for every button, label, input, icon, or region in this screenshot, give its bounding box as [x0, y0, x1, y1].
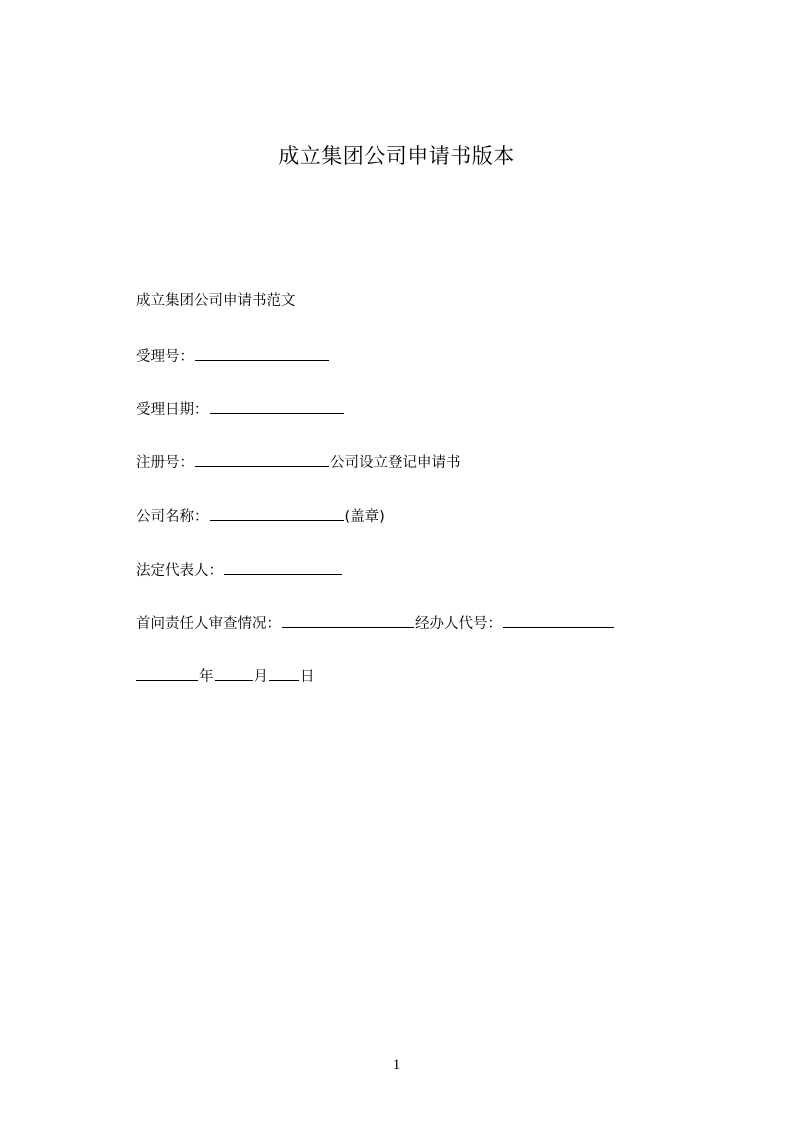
registration-form-title: 公司设立登记申请书: [330, 455, 461, 471]
company-name-label: 公司名称：: [136, 509, 209, 525]
acceptance-date-blank: [210, 398, 344, 414]
document-title: 成立集团公司申请书版本: [278, 144, 515, 168]
acceptance-number-label: 受理号：: [136, 349, 194, 365]
month-label: 月: [253, 669, 268, 685]
day-label: 日: [300, 669, 315, 685]
company-name-row: [136, 505, 385, 527]
month-blank: [215, 665, 253, 681]
page-number: 1: [392, 1057, 401, 1073]
date-row: [136, 665, 315, 687]
document-subtitle: 成立集团公司申请书范文: [136, 293, 296, 309]
year-label: 年: [199, 669, 214, 685]
first-reviewer-label: 首问责任人审查情况：: [136, 616, 281, 632]
acceptance-date-row: [136, 398, 345, 420]
reviewer-row: [136, 612, 615, 634]
company-name-blank: [210, 505, 344, 521]
first-reviewer-blank: [282, 612, 414, 628]
handler-code-blank: [503, 612, 614, 628]
legal-representative-label: 法定代表人：: [136, 563, 223, 579]
acceptance-number-blank: [195, 345, 329, 361]
registration-number-label: 注册号：: [136, 455, 194, 471]
registration-number-blank: [195, 451, 329, 467]
registration-number-row: [136, 451, 461, 473]
handler-code-label: 经办人代号：: [415, 616, 502, 632]
seal-note: (盖章): [344, 509, 385, 525]
year-blank: [136, 665, 198, 681]
acceptance-number-row: [136, 345, 330, 367]
acceptance-date-label: 受理日期：: [136, 402, 209, 418]
legal-representative-row: [136, 559, 343, 581]
legal-representative-blank: [224, 559, 342, 575]
day-blank: [269, 665, 299, 681]
